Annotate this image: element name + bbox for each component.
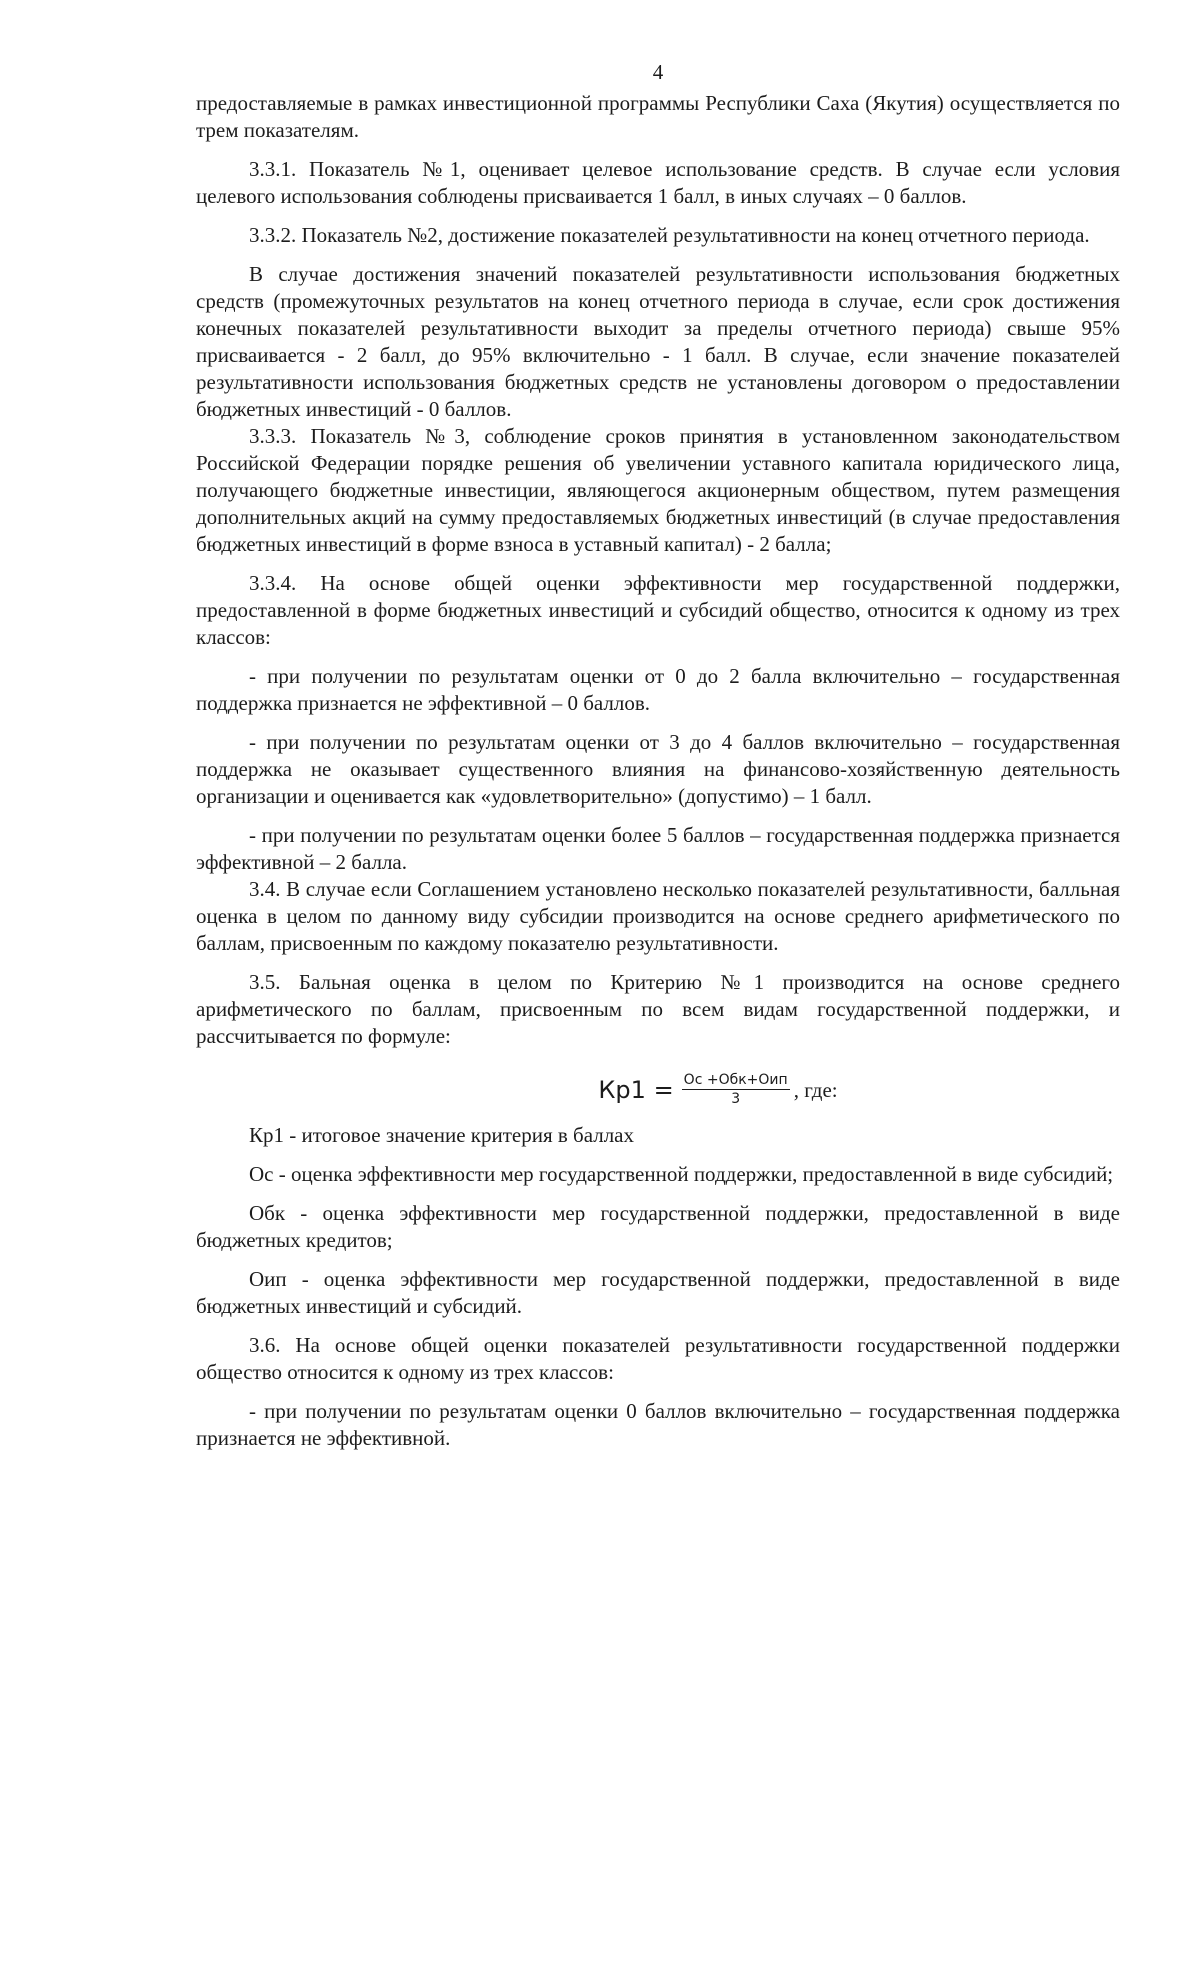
paragraph-3-3-1: 3.3.1. Показатель №1, оценивает целевое использование средств. В случае если условия целевого использования соблюдены присваивается 1 балл, в иных случаях – 0 баллов. bbox=[196, 157, 1120, 208]
paragraph-3-5: 3.5. Бальная оценка в целом по Критерию №1 производится на основе среднего арифметического по баллам, присвоенным по всем видам государственной поддержки, и рассчитывается по формуле: bbox=[196, 970, 1120, 1048]
paragraph-3-4: 3.4. В случае если Соглашением установлено несколько показателей результативности, балльная оценка в целом по данному виду субсидии производится на основе среднего арифметического по баллам, присвоенным по каждому показателю результативности. bbox=[196, 877, 1120, 955]
list-item-class-3: - при получении по результатам оценки более 5 баллов – государственная поддержка признается эффективной – 2 балла. bbox=[196, 823, 1120, 874]
definition-os: Ос - оценка эффективности мер государственной поддержки, предоставленной в виде субсидий; bbox=[249, 1162, 1114, 1186]
document-page bbox=[196, 60, 1120, 1452]
formula-fraction bbox=[682, 1072, 790, 1108]
paragraph-intro-continuation: предоставляемые в рамках инвестиционной программы Республики Саха (Якутия) осуществляется по трем показателям. bbox=[196, 91, 1120, 142]
definition-kr1: Кр1 - итоговое значение критерия в баллах bbox=[249, 1123, 634, 1147]
formula-kr1 bbox=[196, 1072, 1120, 1108]
page-number: 4 bbox=[652, 60, 664, 84]
paragraph-3-3-4: 3.3.4. На основе общей оценки эффективности мер государственной поддержки, предоставленной в форме бюджетных инвестиций и субсидий общество, относится к одному из трех классов: bbox=[196, 571, 1120, 649]
paragraph-3-3-2: 3.3.2. Показатель №2, достижение показателей результативности на конец отчетного периода. bbox=[249, 223, 1090, 247]
definition-oip: Оип - оценка эффективности мер государственной поддержки, предоставленной в виде бюджетных инвестиций и субсидий. bbox=[196, 1267, 1120, 1318]
formula-suffix: , где: bbox=[793, 1077, 838, 1102]
paragraph-3-3-2-details: В случае достижения значений показателей результативности использования бюджетных средств (промежуточных результатов на конец отчетного периода в случае, если срок достижения конечных показателей результативности выходит за пределы отчетного периода) свыше 95% присваивается - 2 балл, до 95% включительно - 1 балл. В случае, если значение показателей результативности использования бюджетных средств не установлены договором о предоставлении бюджетных инвестиций - 0 баллов. bbox=[196, 262, 1120, 421]
formula-lhs: Кр1 = bbox=[598, 1075, 674, 1104]
definition-obk: Обк - оценка эффективности мер государственной поддержки, предоставленной в виде бюджетных кредитов; bbox=[196, 1201, 1120, 1252]
list-item-class-2: - при получении по результатам оценки от 3 до 4 баллов включительно – государственная поддержка не оказывает существенного влияния на финансово-хозяйственную деятельность организации и оценивается как «удовлетворительно» (допустимо) – 1 балл. bbox=[196, 730, 1120, 808]
paragraph-3-6: 3.6. На основе общей оценки показателей результативности государственной поддержки общество относится к одному из трех классов: bbox=[196, 1333, 1120, 1384]
paragraph-3-3-3: 3.3.3. Показатель №3, соблюдение сроков принятия в установленном законодательством Российской Федерации порядке решения об увеличении уставного капитала юридического лица, получающего бюджетные инвестиции, являющегося акционерным обществом, путем размещения дополнительных акций на сумму предоставляемых бюджетных инвестиций (в случае предоставления бюджетных инвестиций в форме взноса в уставный капитал) - 2 балла; bbox=[196, 424, 1120, 556]
list-item-3-6-class-1: - при получении по результатам оценки 0 баллов включительно – государственная поддержка признается не эффективной. bbox=[196, 1399, 1120, 1450]
formula-numerator: Ос +Обк+Оип bbox=[683, 1072, 788, 1088]
list-item-class-1: - при получении по результатам оценки от 0 до 2 балла включительно – государственная поддержка признается не эффективной – 0 баллов. bbox=[196, 664, 1120, 715]
formula-denominator: 3 bbox=[731, 1091, 741, 1107]
